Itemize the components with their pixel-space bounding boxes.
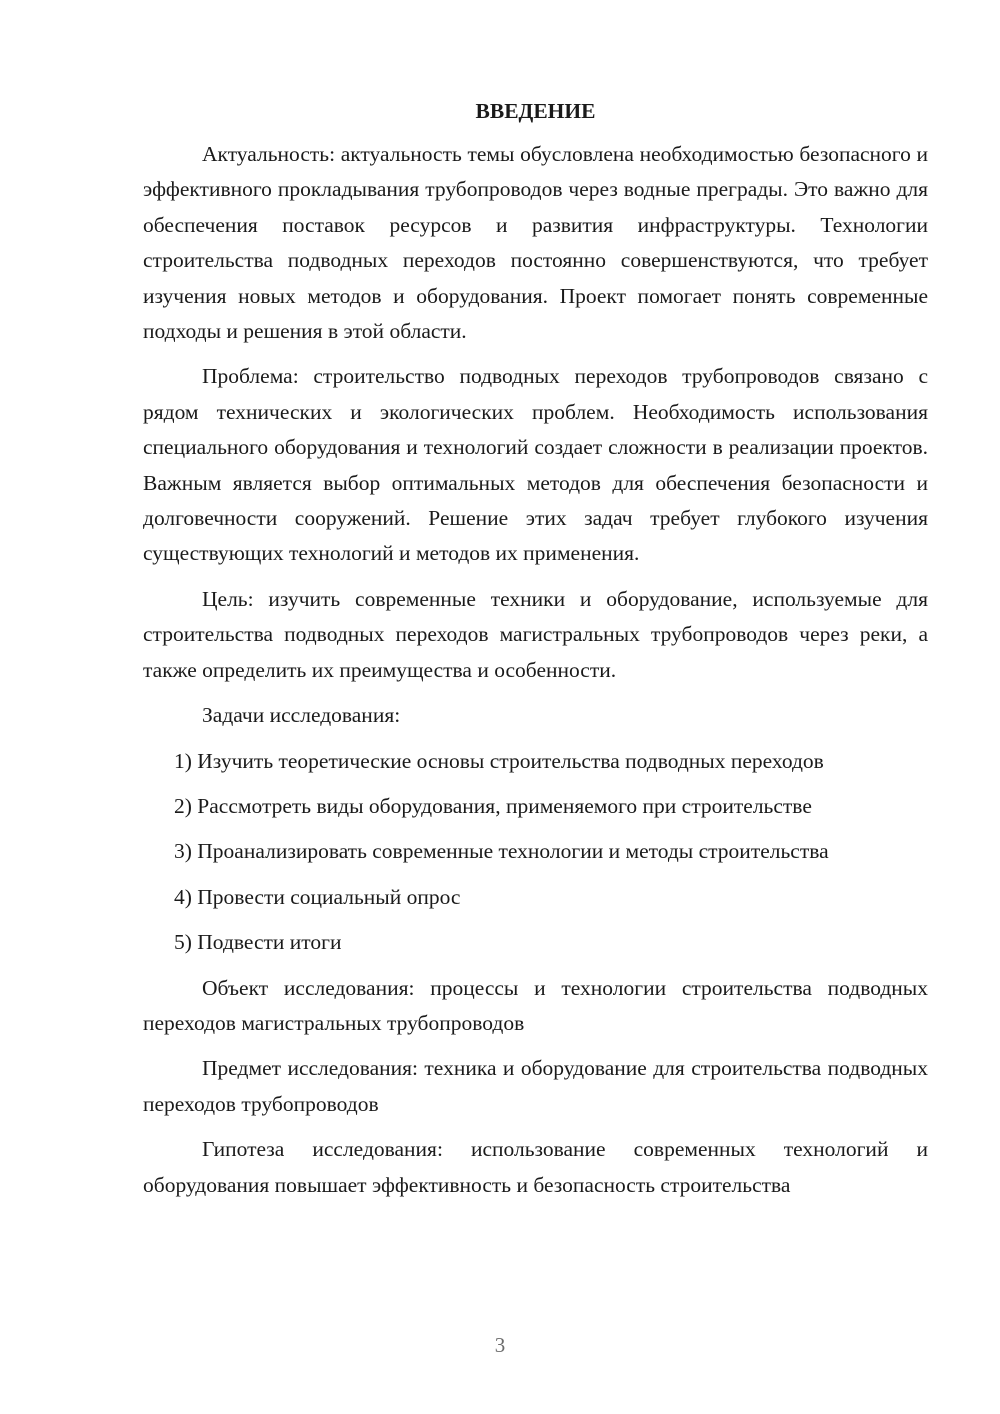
task-item-5: 5) Подвести итоги bbox=[174, 930, 342, 955]
task-item-2: 2) Рассмотреть виды оборудования, применяемого при строительстве bbox=[174, 793, 812, 818]
paragraph-goal: Цель: изучить современные техники и оборудование, используемые для строительства подводных переходов магистральных трубопроводов через реки, а также определить их преимущества и особенности. bbox=[143, 586, 928, 682]
paragraph-hypothesis: Гипотеза исследования: использование современных технологий и оборудования повышает эффективность и безопасность строительства bbox=[143, 1137, 928, 1197]
task-item-4: 4) Провести социальный опрос bbox=[174, 884, 461, 909]
task-item-3: 3) Проанализировать современные технологии и методы строительства bbox=[174, 839, 829, 864]
document-title: ВВЕДЕНИЕ bbox=[475, 99, 596, 123]
paragraph-problem: Проблема: строительство подводных переходов трубопроводов связано с рядом технических и экологических проблем. Необходимость использования специального оборудования и технологий создает сложности в реализации проектов. Важным является выбор оптимальных методов для обеспечения безопасности и долговечности сооружений. Решение этих задач требует глубокого изучения существующих технологий и методов их применения. bbox=[143, 364, 928, 566]
tasks-heading: Задачи исследования: bbox=[202, 703, 401, 728]
document-page bbox=[143, 95, 928, 1203]
paragraph-subject: Предмет исследования: техника и оборудование для строительства подводных переходов трубопроводов bbox=[143, 1056, 928, 1116]
paragraph-relevance: Актуальность: актуальность темы обусловлена необходимостью безопасного и эффективного прокладывания трубопроводов через водные преграды. Это важно для обеспечения поставок ресурсов и развития инфраструктуры. Технологии строительства подводных переходов постоянно совершенствуются, что требует изучения новых методов и оборудования. Проект помогает понять современные подходы и решения в этой области. bbox=[143, 142, 928, 344]
paragraph-object: Объект исследования: процессы и технологии строительства подводных переходов магистральных трубопроводов bbox=[143, 975, 928, 1035]
page-number: 3 bbox=[494, 1333, 506, 1357]
task-item-1: 1) Изучить теоретические основы строительства подводных переходов bbox=[174, 748, 824, 773]
